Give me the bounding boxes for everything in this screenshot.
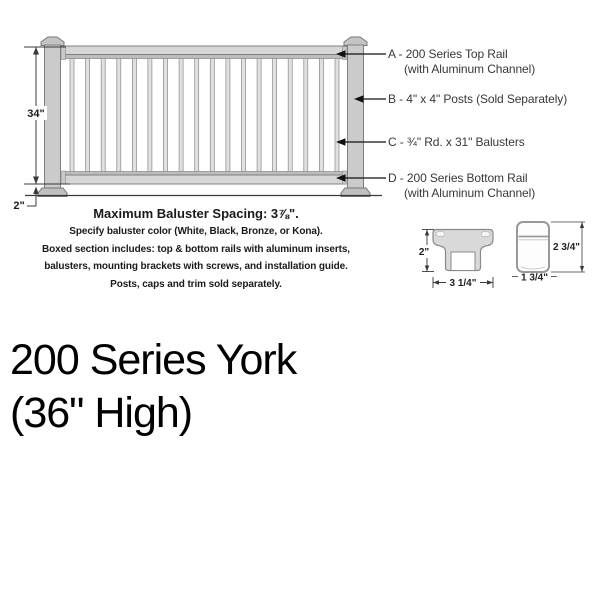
note-box-contents-2: balusters, mounting brackets with screws, and installation guide. <box>44 261 348 273</box>
product-title-line2: (36" High) <box>10 389 193 437</box>
note-box-contents-1: Boxed section includes: top & bottom rails with aluminum inserts, <box>42 243 350 255</box>
bottom-rail-profile-width: 1 3/4" <box>521 272 548 284</box>
top-rail <box>61 46 348 60</box>
note-color-options: Specify baluster color (White, Black, Bronze, or Kona). <box>69 226 323 237</box>
product-title-line1: 200 Series York <box>10 336 297 384</box>
bottom-gap-dimension-label: 2" <box>13 200 25 212</box>
balusters <box>70 58 339 172</box>
label-bottom-rail: D - 200 Series Bottom Rail <box>388 171 528 185</box>
top-rail-profile-width: 3 1/4" <box>449 278 477 289</box>
label-posts: B - 4" x 4" Posts (Sold Separately) <box>388 92 568 106</box>
label-top-rail-sub: (with Aluminum Channel) <box>404 62 536 76</box>
bottom-rail <box>61 171 348 184</box>
top-rail-cross-section <box>415 230 493 290</box>
note-sold-separately: Posts, caps and trim sold separately. <box>110 278 282 290</box>
label-balusters: C - ¾" Rd. x 31" Balusters <box>388 135 525 149</box>
label-top-rail: A - 200 Series Top Rail <box>388 47 508 61</box>
top-rail-profile-height: 2" <box>418 247 430 258</box>
product-title <box>10 334 296 440</box>
bottom-rail-profile-height: 2 3/4" <box>553 242 580 253</box>
bottom-rail-cross-section <box>512 222 585 284</box>
label-bottom-rail-sub: (with Aluminum Channel) <box>404 186 536 200</box>
height-dimension-label: 34" <box>27 108 45 120</box>
note-baluster-spacing: Maximum Baluster Spacing: 3⅞". <box>93 206 299 221</box>
product-notes <box>0 204 396 293</box>
